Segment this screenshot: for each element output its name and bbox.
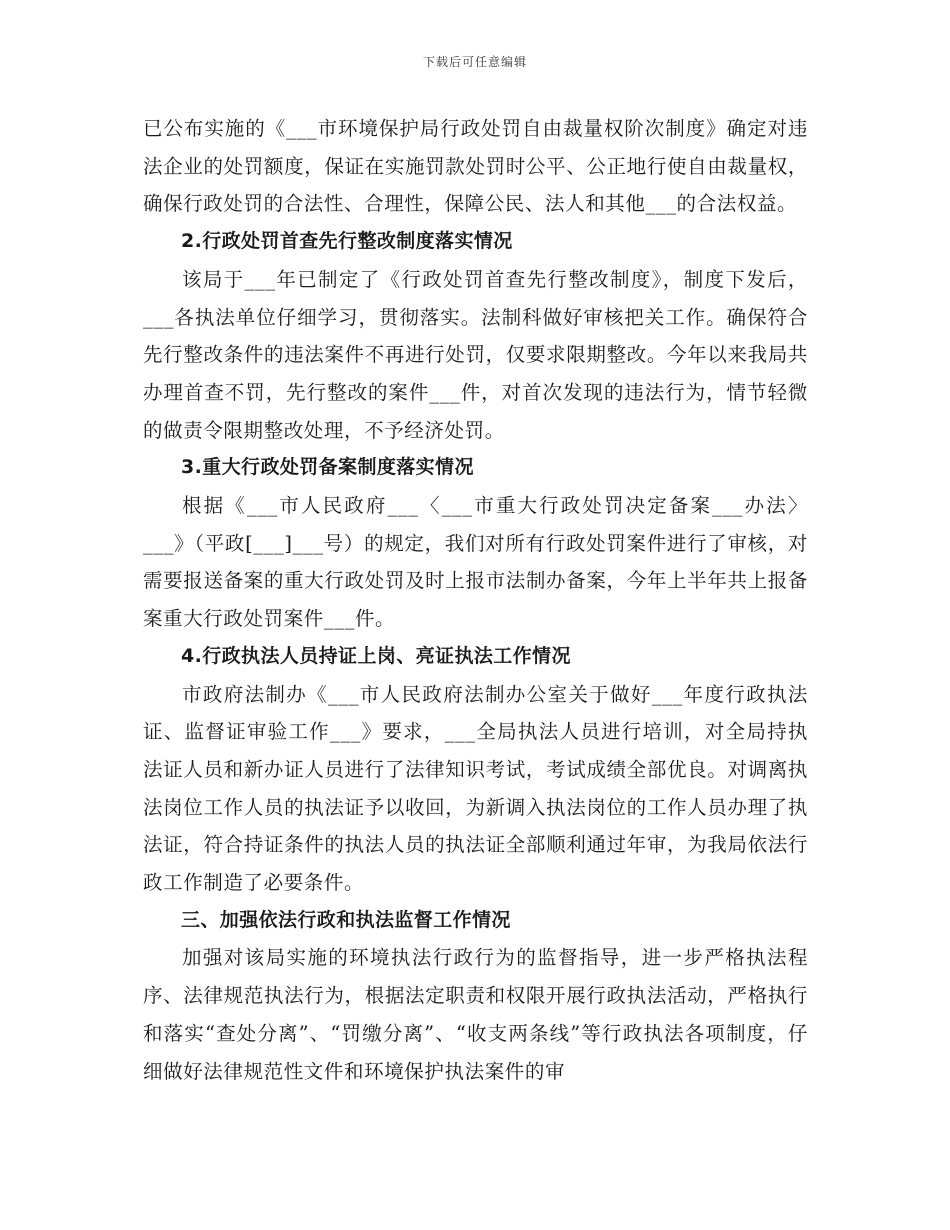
document-body [143,110,808,1090]
paragraph-intro: 已公布实施的《___市环境保护局行政处罚自由裁量权阶次制度》确定对违法企业的处罚额度，保证在实施罚款处罚时公平、公正地行使自由裁量权，确保行政处罚的合法性、合理性，保障公民、法人和其他___的合法权益。 [143,117,808,216]
paragraph-2: 该局于___年已制定了《行政处罚首查先行整改制度》，制度下发后，___各执法单位仔细学习，贯彻落实。法制科做好审核把关工作。确保符合先行整改条件的违法案件不再进行处罚，仅要求限期整改。今年以来我局共办理首查不罚，先行整改的案件___件，对首次发现的违法行为，情节轻微的做责令限期整改处理，不予经济处罚。 [143,267,808,442]
paragraph-4: 市政府法制办《___市人民政府法制办公室关于做好___年度行政执法证、监督证审验工作___》要求，___全局执法人员进行培训，对全局持执法证人员和新办证人员进行了法律知识考试，考试成绩全部优良。对调离执法岗位工作人员的执法证予以收回，为新调入执法岗位的工作人员办理了执法证，符合持证条件的执法人员的执法证全部顺利通过年审，为我局依法行政工作制造了必要条件。 [143,682,808,895]
page-header: 下载后可任意编辑 [422,55,527,69]
paragraph-5: 加强对该局实施的环境执法行政行为的监督指导，进一步严格执法程序、法律规范执法行为，根据法定职责和权限开展行政执法活动，严格执行和落实“查处分离”、“罚缴分离”、“收支两条线”等行政执法各项制度，仔细做好法律规范性文件和环境保护执法案件的审 [143,946,808,1083]
heading-2: 2.行政处罚首查先行整改制度落实情况 [181,230,513,253]
section-heading-3: 三、加强依法行政和执法监督工作情况 [181,908,511,931]
paragraph-3: 根据《___市人民政府___〈___市重大行政处罚决定备案___办法〉___》（平政[___]___号）的规定，我们对所有行政处罚案件进行了审核，对需要报送备案的重大行政处罚及时上报市法制办备案，今年上半年共上报备案重大行政处罚案件___件。 [143,494,809,631]
heading-4: 4.行政执法人员持证上岗、亮证执法工作情况 [181,644,571,667]
heading-3: 3.重大行政处罚备案制度落实情况 [181,456,474,479]
